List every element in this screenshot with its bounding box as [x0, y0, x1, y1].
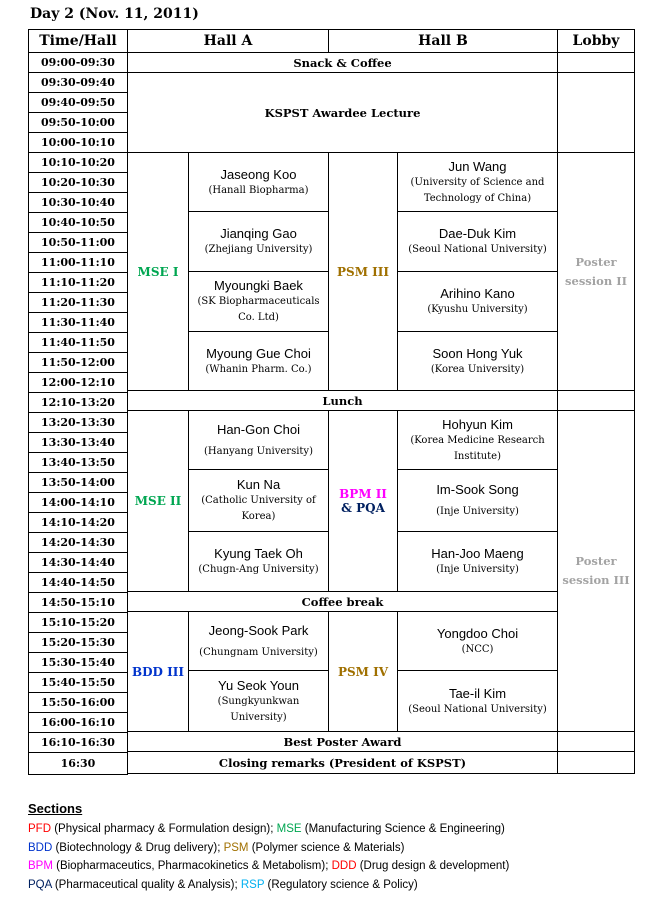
- lunch-row: Lunch: [127, 390, 558, 411]
- time-slot: 14:50-15:10: [28, 592, 128, 613]
- legend-code-ddd: DDD: [331, 860, 357, 873]
- speaker-name: Tae-il Kim: [448, 685, 507, 701]
- speaker-cell: [188, 410, 329, 470]
- legend-desc: (Pharmaceutical quality & Analysis);: [51, 879, 241, 892]
- time-slot: 09:40-09:50: [28, 92, 128, 113]
- speaker-name: Myoungki Baek: [214, 278, 303, 293]
- lobby-blank: [557, 52, 635, 73]
- time-slot: 09:30-09:40: [28, 72, 128, 93]
- header-hall-b: Hall B: [328, 29, 558, 53]
- legend-code-bpm: BPM: [28, 860, 53, 873]
- time-slot: 13:30-13:40: [28, 432, 128, 453]
- speaker-affiliation: (Seoul National University): [408, 244, 547, 255]
- legend-line: [28, 820, 509, 839]
- legend-code-rsp: RSP: [240, 879, 265, 892]
- time-slot: 14:00-14:10: [28, 492, 128, 513]
- speaker-cell: [397, 670, 558, 732]
- speaker-affiliation: University): [230, 711, 287, 723]
- speaker-cell: [397, 531, 558, 592]
- time-slot: 11:00-11:10: [28, 252, 128, 273]
- poster-session-label: Poster: [575, 554, 617, 568]
- time-slot: 12:10-13:20: [28, 392, 128, 413]
- sections-legend: [28, 801, 509, 895]
- session-mse-2: MSE II: [127, 410, 189, 592]
- speaker-affiliation: (Korea Medicine Research: [410, 434, 545, 446]
- speaker-cell: [397, 331, 558, 391]
- time-slot: 11:30-11:40: [28, 312, 128, 333]
- legend-code-bdd: BDD: [28, 841, 53, 854]
- schedule-table: [28, 29, 635, 774]
- speaker-affiliation: (Whanin Pharm. Co.): [205, 363, 312, 375]
- time-slot: 15:40-15:50: [28, 672, 128, 693]
- speaker-cell: [397, 211, 558, 272]
- time-slot: 10:40-10:50: [28, 212, 128, 233]
- session-mse-1: MSE I: [127, 152, 189, 391]
- time-slot: 15:20-15:30: [28, 632, 128, 653]
- speaker-cell: [188, 469, 329, 532]
- header-hall-a: Hall A: [127, 29, 329, 53]
- speaker-affiliation: (Catholic University of: [201, 495, 316, 506]
- legend-code-pqa: PQA: [28, 879, 52, 892]
- legend-heading: Sections: [28, 801, 83, 816]
- speaker-affiliation: (Hanyang University): [204, 445, 313, 457]
- time-slot: 14:40-14:50: [28, 572, 128, 593]
- speaker-affiliation: (Chungnam University): [199, 646, 318, 658]
- speaker-affiliation: (Sungkyunkwan: [217, 695, 300, 707]
- legend-code-psm: PSM: [223, 841, 249, 854]
- poster-session-label: Poster: [575, 254, 617, 269]
- legend-line: [28, 876, 509, 895]
- time-slot: 10:50-11:00: [28, 232, 128, 253]
- speaker-name: Myoung Gue Choi: [206, 345, 311, 361]
- speaker-affiliation: Technology of China): [423, 192, 532, 204]
- speaker-affiliation: Institute): [453, 450, 502, 462]
- lobby-blank: [557, 731, 635, 752]
- speaker-cell: [188, 331, 329, 391]
- poster-session-2: [557, 152, 635, 391]
- speaker-affiliation: (SK Biopharmaceuticals: [197, 296, 320, 307]
- time-slot: 16:10-16:30: [28, 732, 128, 753]
- speaker-name: Han-Joo Maeng: [431, 546, 524, 561]
- speaker-name: Jun Wang: [448, 158, 507, 174]
- time-slot: 09:00-09:30: [28, 52, 128, 73]
- best-poster-award-row: Best Poster Award: [127, 731, 558, 752]
- speaker-name: Arihino Kano: [440, 286, 515, 301]
- speaker-name: Kyung Taek Oh: [214, 546, 303, 561]
- closing-remarks-row: Closing remarks (President of KSPST): [127, 751, 558, 774]
- legend-code-pfd: PFD: [28, 823, 51, 835]
- speaker-affiliation: Korea): [241, 511, 276, 522]
- speaker-name: Han-Gon Choi: [216, 421, 301, 437]
- lobby-blank: [557, 72, 635, 153]
- poster-session-3: [557, 410, 635, 732]
- speaker-cell: [188, 670, 329, 732]
- legend-desc: (Polymer science & Materials): [248, 841, 405, 854]
- time-slot: 11:50-12:00: [28, 352, 128, 373]
- poster-session-label: session III: [562, 573, 630, 587]
- session-pqa-label: & PQA: [341, 501, 385, 515]
- speaker-name: Kun Na: [236, 477, 281, 492]
- header-lobby: Lobby: [557, 29, 635, 53]
- speaker-affiliation: (Zhejiang University): [204, 244, 313, 255]
- speaker-name: Soon Hong Yuk: [432, 345, 523, 361]
- time-slot: 12:00-12:10: [28, 372, 128, 393]
- time-slot: 09:50-10:00: [28, 112, 128, 133]
- time-slot: 14:10-14:20: [28, 512, 128, 533]
- speaker-name: Dae-Duk Kim: [438, 226, 517, 241]
- legend-line: [28, 857, 509, 876]
- snack-coffee-row: Snack & Coffee: [127, 52, 558, 73]
- speaker-cell: [397, 152, 558, 212]
- speaker-name: Hohyun Kim: [442, 416, 513, 432]
- session-psm-4: PSM IV: [328, 611, 398, 732]
- speaker-cell: [188, 271, 329, 332]
- time-slot: 10:30-10:40: [28, 192, 128, 213]
- time-slot: 16:00-16:10: [28, 712, 128, 733]
- speaker-affiliation: (Korea University): [430, 363, 525, 375]
- speaker-affiliation: (Seoul National University): [408, 703, 547, 715]
- legend-line: [28, 839, 509, 858]
- time-slot: 15:50-16:00: [28, 692, 128, 713]
- session-bdd-3: BDD III: [127, 611, 189, 732]
- time-slot: 11:10-11:20: [28, 272, 128, 293]
- speaker-affiliation: (Kyushu University): [427, 304, 528, 315]
- legend-desc: (Biopharmaceutics, Pharmacokinetics & Metabolism);: [52, 860, 332, 873]
- speaker-name: Jaseong Koo: [220, 166, 297, 182]
- lobby-blank: [557, 751, 635, 774]
- page-title: Day 2 (Nov. 11, 2011): [30, 6, 199, 22]
- time-slot: 10:20-10:30: [28, 172, 128, 193]
- lobby-blank: [557, 390, 635, 411]
- speaker-cell: [397, 469, 558, 532]
- speaker-name: Yu Seok Youn: [218, 677, 299, 693]
- time-slot: 14:20-14:30: [28, 532, 128, 553]
- time-slot: 13:50-14:00: [28, 472, 128, 493]
- time-slot: 11:20-11:30: [28, 292, 128, 313]
- awardee-lecture-row: KSPST Awardee Lecture: [127, 72, 558, 153]
- time-slot: 13:40-13:50: [28, 452, 128, 473]
- speaker-affiliation: (Hanall Biopharma): [208, 184, 309, 196]
- time-slot: 14:30-14:40: [28, 552, 128, 573]
- speaker-cell: [188, 211, 329, 272]
- time-slot: 16:30: [28, 752, 128, 775]
- time-slot: 10:00-10:10: [28, 132, 128, 153]
- legend-desc: (Physical pharmacy & Formulation design);: [51, 823, 277, 835]
- coffee-break-row: Coffee break: [127, 591, 558, 612]
- time-slot: 15:30-15:40: [28, 652, 128, 673]
- speaker-name: Jeong-Sook Park: [208, 622, 309, 638]
- legend-desc: (Drug design & development): [356, 860, 510, 873]
- speaker-affiliation: Co. Ltd): [238, 312, 279, 323]
- session-bpm-2-pqa: [328, 410, 398, 592]
- speaker-affiliation: (NCC): [461, 643, 494, 655]
- speaker-cell: [397, 410, 558, 470]
- legend-desc: (Biotechnology & Drug delivery);: [52, 841, 224, 854]
- header-time-hall: Time/Hall: [28, 29, 128, 53]
- time-slot: 13:20-13:30: [28, 412, 128, 433]
- legend-desc: (Manufacturing Science & Engineering): [301, 823, 505, 835]
- speaker-cell: [188, 531, 329, 592]
- poster-session-label: session II: [565, 273, 627, 288]
- speaker-affiliation: (Chugn-Ang University): [198, 564, 319, 575]
- speaker-cell: [188, 152, 329, 212]
- speaker-cell: [397, 271, 558, 332]
- session-psm-3: PSM III: [328, 152, 398, 391]
- speaker-name: Yongdoo Choi: [436, 625, 519, 641]
- speaker-cell: [188, 611, 329, 671]
- speaker-name: Im-Sook Song: [436, 482, 519, 497]
- session-bpm-label: BPM II: [339, 487, 387, 501]
- speaker-affiliation: (Inje University): [436, 506, 519, 517]
- speaker-affiliation: (University of Science and: [410, 176, 545, 188]
- legend-desc: (Regulatory science & Policy): [264, 879, 418, 892]
- speaker-affiliation: (Inje University): [436, 564, 519, 575]
- speaker-name: Jianqing Gao: [220, 226, 297, 241]
- legend-code-mse: MSE: [276, 823, 302, 835]
- time-slot: 10:10-10:20: [28, 152, 128, 173]
- time-slot: 15:10-15:20: [28, 612, 128, 633]
- time-slot: 11:40-11:50: [28, 332, 128, 353]
- speaker-cell: [397, 611, 558, 671]
